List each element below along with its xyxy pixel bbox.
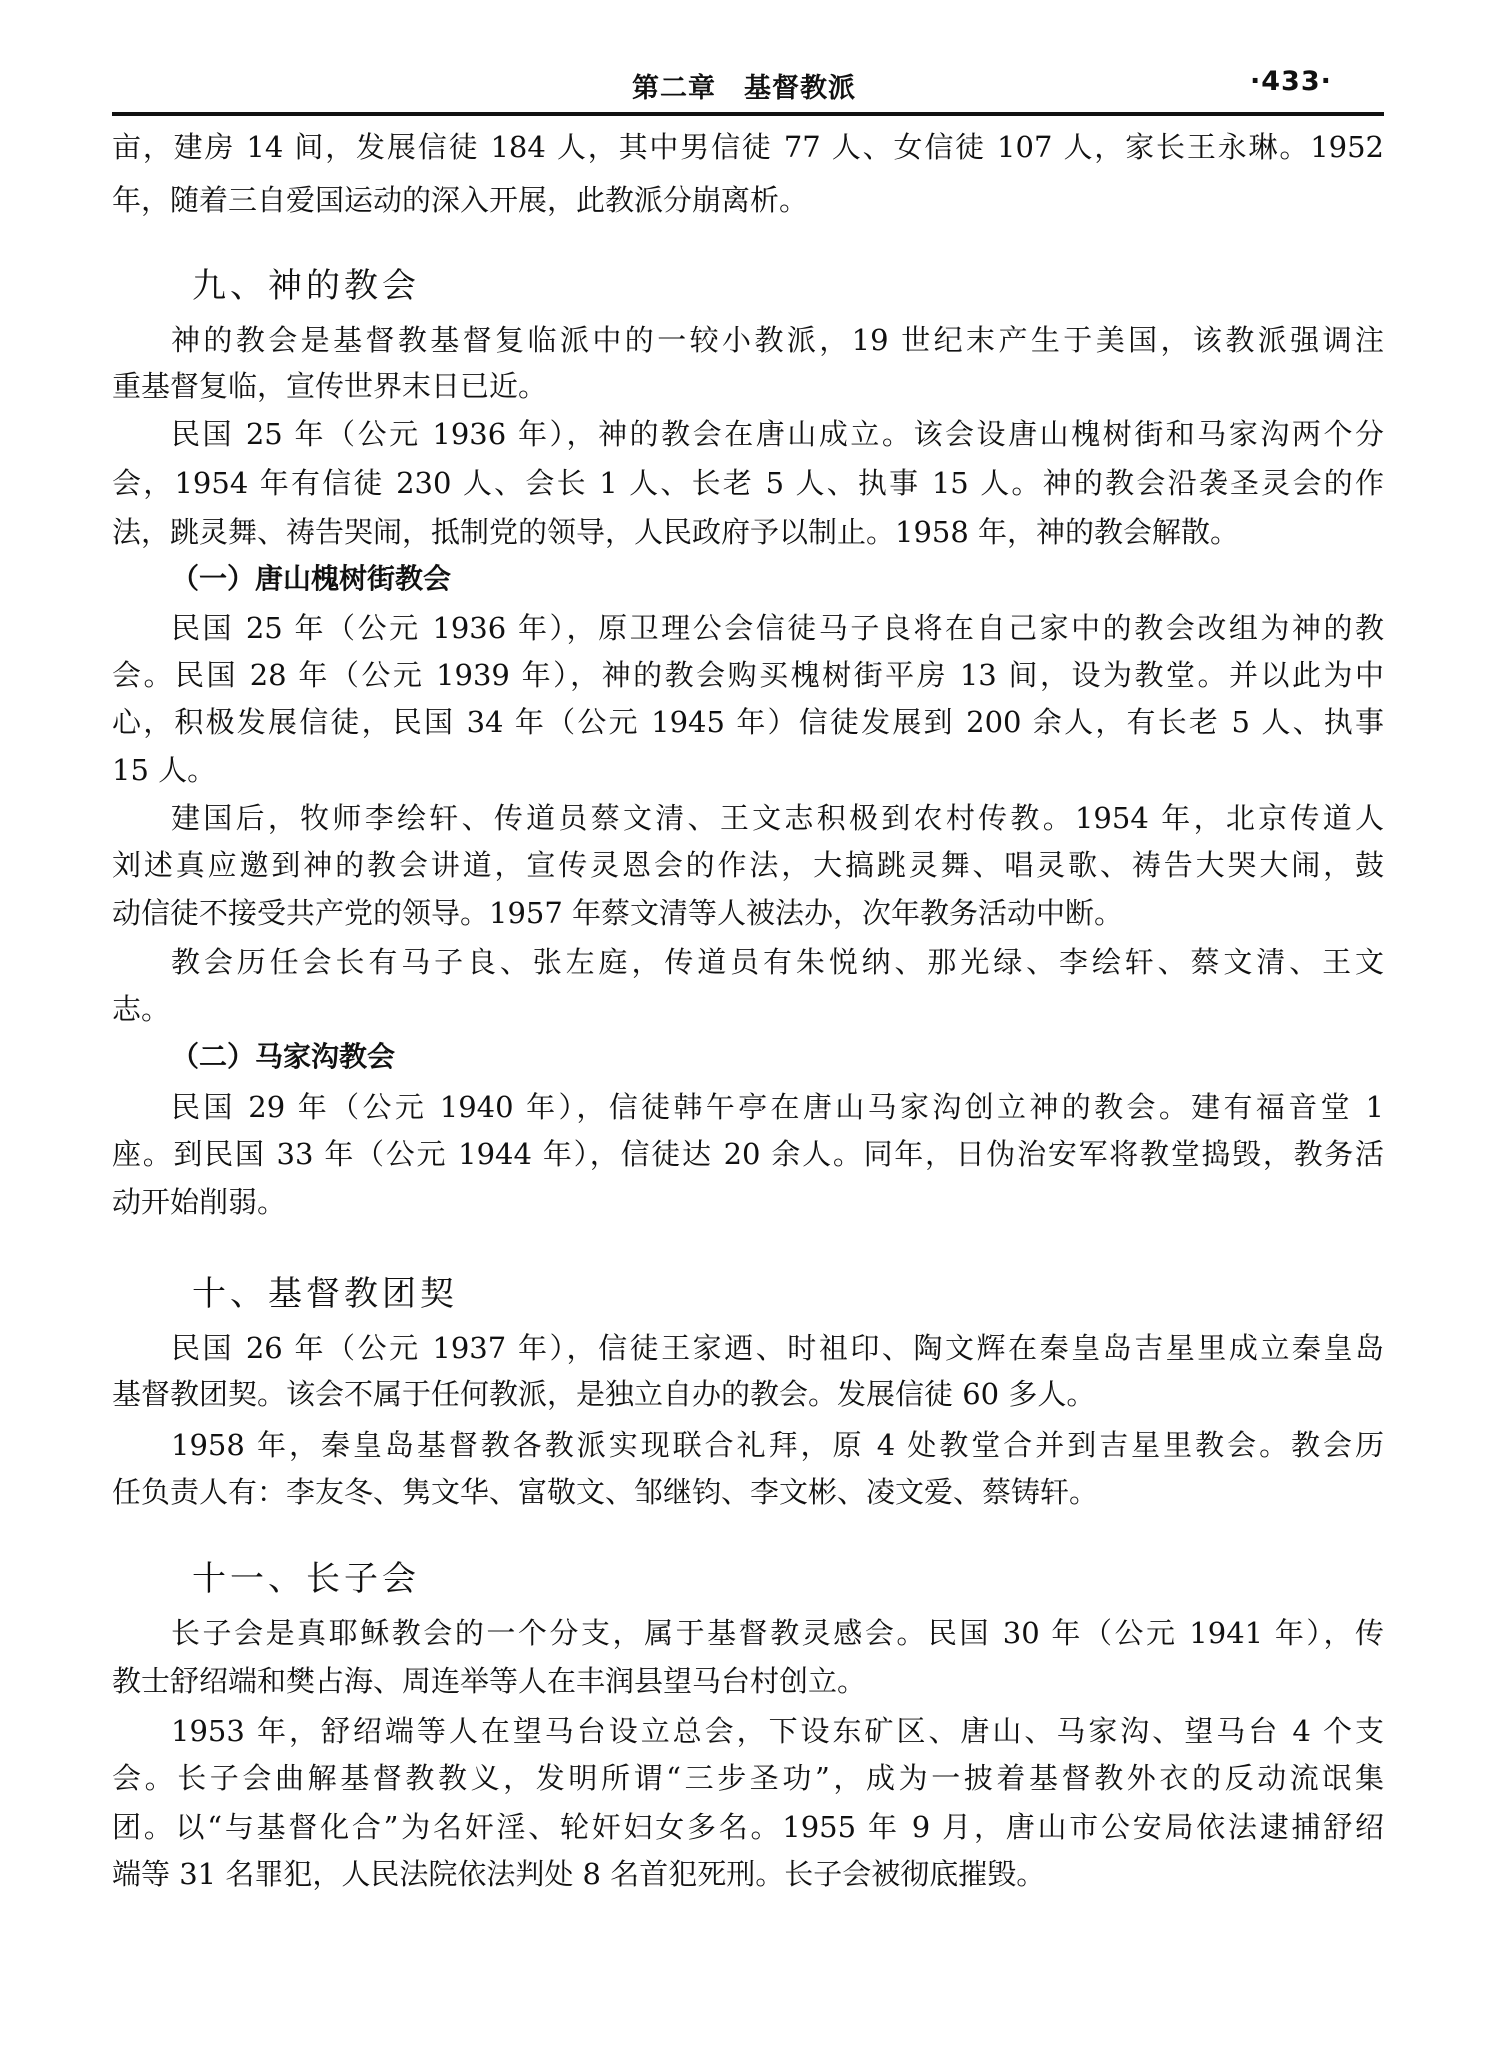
- paragraph-line: 教会历任会长有马子良、张左庭，传道员有朱悦纳、那光绿、李绘轩、蔡文清、王文: [171, 945, 1384, 979]
- paragraph-line: 民国 29 年（公元 1940 年），信徒韩午亭在唐山马家沟创立神的教会。建有福音堂 1: [171, 1090, 1384, 1124]
- paragraph-line: 长子会是真耶稣教会的一个分支，属于基督教灵感会。民国 30 年（公元 1941 年），传: [171, 1616, 1384, 1650]
- paragraph-line: 基督教团契。该会不属于任何教派，是独立自办的教会。发展信徒 60 多人。: [112, 1377, 1096, 1411]
- page-number: ·433·: [1250, 66, 1332, 97]
- subsection-heading: （二）马家沟教会: [171, 1040, 396, 1073]
- paragraph-line: 1958 年，秦皇岛基督教各教派实现联合礼拜，原 4 处教堂合并到吉星里教会。教会历: [171, 1428, 1384, 1462]
- paragraph-line: 座。到民国 33 年（公元 1944 年），信徒达 20 余人。同年，日伪治安军将教堂捣毁，教务活: [112, 1137, 1384, 1171]
- paragraph-line: 会，1954 年有信徒 230 人、会长 1 人、长老 5 人、执事 15 人。神的教会沿袭圣灵会的作: [112, 466, 1384, 500]
- paragraph-line: 法，跳灵舞、祷告哭闹，抵制党的领导，人民政府予以制止。1958 年，神的教会解散。: [112, 515, 1240, 549]
- paragraph-line: 15 人。: [112, 753, 217, 787]
- paragraph-line: 民国 25 年（公元 1936 年），原卫理公会信徒马子良将在自己家中的教会改组为神的教: [171, 611, 1384, 645]
- paragraph-line: 神的教会是基督教基督复临派中的一较小教派，19 世纪末产生于美国，该教派强调注: [171, 323, 1384, 357]
- paragraph-line: 教士舒绍端和樊占海、周连举等人在丰润县望马台村创立。: [112, 1664, 867, 1698]
- paragraph-line: 刘述真应邀到神的教会讲道，宣传灵恩会的作法，大搞跳灵舞、唱灵歌、祷告大哭大闹，鼓: [112, 848, 1384, 882]
- paragraph-line: 重基督复临，宣传世界末日已近。: [112, 369, 548, 403]
- paragraph-line: 1953 年，舒绍端等人在望马台设立总会，下设东矿区、唐山、马家沟、望马台 4 个支: [171, 1714, 1384, 1748]
- paragraph-line: 志。: [112, 992, 171, 1026]
- paragraph-line: 亩，建房 14 间，发展信徒 184 人，其中男信徒 77 人、女信徒 107 人，家长王永琳。1952: [112, 130, 1384, 164]
- paragraph-line: 年，随着三自爱国运动的深入开展，此教派分崩离析。: [112, 183, 809, 217]
- section-heading: 十、基督教团契: [192, 1274, 458, 1314]
- paragraph-line: 民国 26 年（公元 1937 年），信徒王家迺、时祖印、陶文辉在秦皇岛吉星里成立秦皇岛: [171, 1331, 1384, 1365]
- section-heading: 十一、长子会: [192, 1559, 420, 1599]
- paragraph-line: 会。长子会曲解基督教教义，发明所谓“三步圣功”，成为一披着基督教外衣的反动流氓集: [112, 1761, 1384, 1795]
- header-rule: [112, 112, 1384, 116]
- paragraph-line: 建国后，牧师李绘轩、传道员蔡文清、王文志积极到农村传教。1954 年，北京传道人: [171, 801, 1384, 835]
- subsection-heading: （一）唐山槐树街教会: [171, 562, 452, 595]
- running-header-chapter: 第二章 基督教派: [632, 73, 856, 104]
- paragraph-line: 端等 31 名罪犯，人民法院依法判处 8 名首犯死刑。长子会被彻底摧毁。: [112, 1857, 1046, 1891]
- paragraph-line: 任负责人有：李友冬、隽文华、富敬文、邹继钧、李文彬、凌文爱、蔡铸轩。: [112, 1475, 1099, 1509]
- paragraph-line: 会。民国 28 年（公元 1939 年），神的教会购买槐树街平房 13 间，设为教堂。并以此为中: [112, 658, 1384, 692]
- paragraph-line: 心，积极发展信徒，民国 34 年（公元 1945 年）信徒发展到 200 余人，有长老 5 人、执事: [112, 705, 1384, 739]
- paragraph-line: 动开始削弱。: [112, 1185, 287, 1219]
- section-heading: 九、神的教会: [192, 266, 420, 306]
- paragraph-line: 团。以“与基督化合”为名奸淫、轮奸妇女多名。1955 年 9 月，唐山市公安局依法逮捕舒绍: [112, 1810, 1384, 1844]
- paragraph-line: 动信徒不接受共产党的领导。1957 年蔡文清等人被法办，次年教务活动中断。: [112, 896, 1124, 930]
- paragraph-line: 民国 25 年（公元 1936 年），神的教会在唐山成立。该会设唐山槐树街和马家沟两个分: [171, 417, 1384, 451]
